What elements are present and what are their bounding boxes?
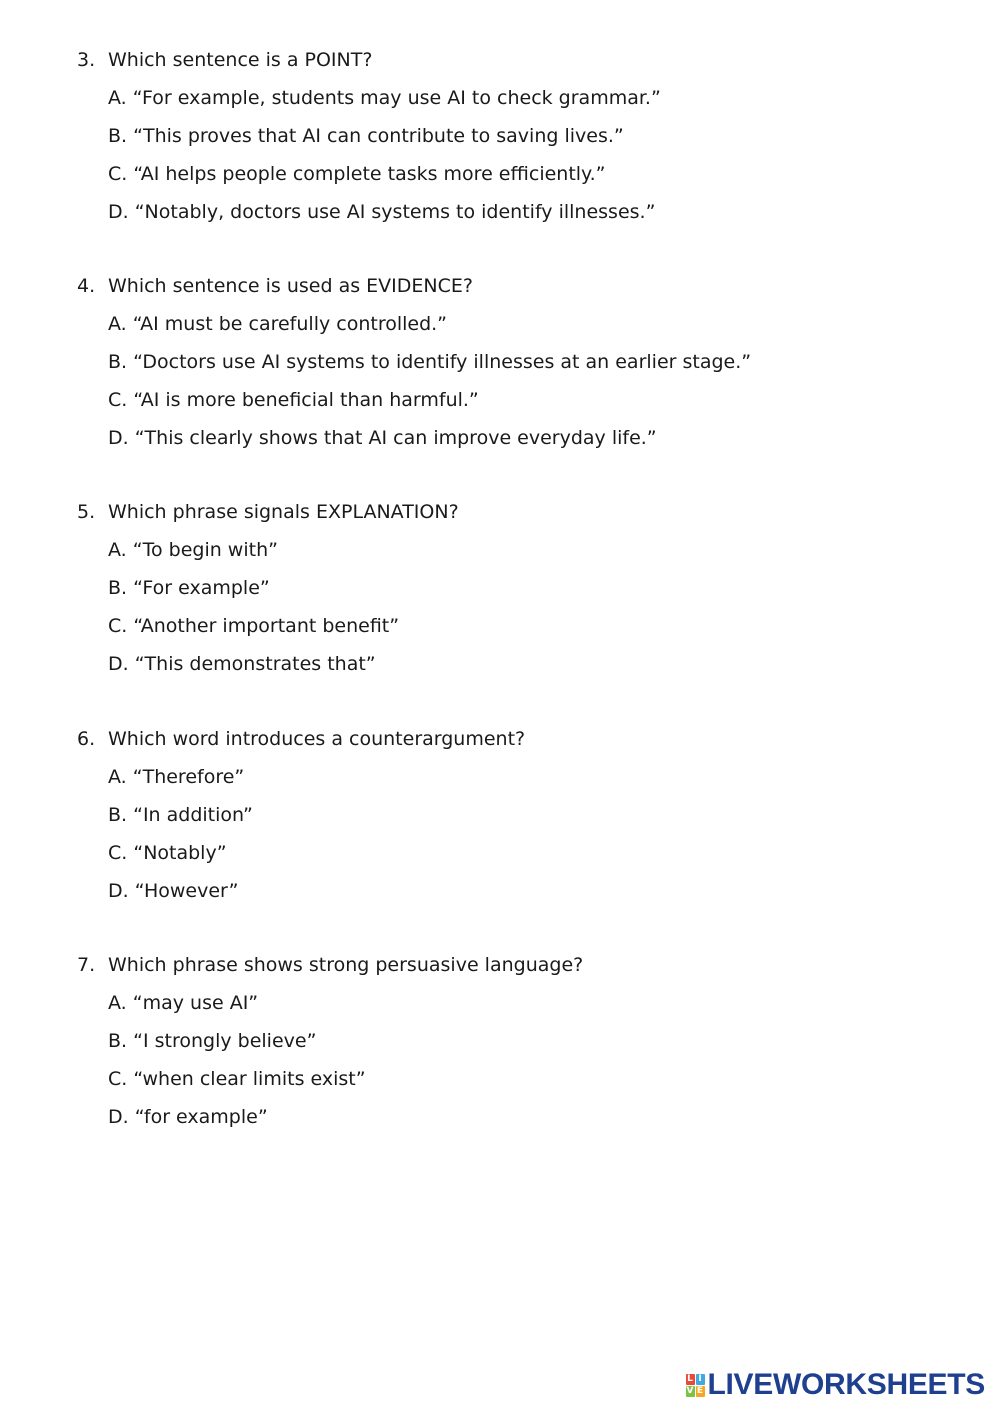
logo-mark-icon — [686, 1374, 705, 1397]
question-4 — [77, 274, 977, 450]
question-5 — [77, 500, 977, 676]
option-a[interactable]: A. “may use AI” — [108, 992, 259, 1014]
option-b[interactable]: B. “For example” — [108, 577, 270, 599]
question-number: 6. — [77, 728, 96, 750]
liveworksheets-logo — [686, 1368, 986, 1402]
option-b[interactable]: B. “I strongly believe” — [108, 1030, 317, 1052]
option-d[interactable]: D. “However” — [108, 880, 239, 902]
question-text: Which phrase signals EXPLANATION? — [108, 501, 459, 523]
option-b[interactable]: B. “This proves that AI can contribute to saving lives.” — [108, 125, 624, 147]
option-b[interactable]: B. “In addition” — [108, 804, 253, 826]
option-c[interactable]: C. “Another important benefit” — [108, 615, 400, 637]
question-stem — [77, 953, 977, 977]
logo-mark-i: I — [696, 1374, 705, 1385]
option-c[interactable]: C. “when clear limits exist” — [108, 1068, 366, 1090]
logo-mark-v: V — [686, 1385, 694, 1396]
option-d[interactable]: D. “This clearly shows that AI can improve everyday life.” — [108, 427, 657, 449]
question-text: Which phrase shows strong persuasive language? — [108, 954, 584, 976]
question-text: Which sentence is a POINT? — [108, 49, 373, 71]
question-stem — [77, 48, 977, 72]
logo-mark-e: E — [696, 1385, 704, 1396]
logo-text: LIVEWORKSHEETS — [707, 1368, 985, 1401]
option-c[interactable]: C. “AI helps people complete tasks more efficiently.” — [108, 163, 606, 185]
logo-mark-l: L — [687, 1373, 693, 1384]
question-text: Which word introduces a counterargument? — [108, 728, 526, 750]
question-3 — [77, 48, 977, 224]
option-b[interactable]: B. “Doctors use AI systems to identify illnesses at an earlier stage.” — [108, 351, 752, 373]
question-stem — [77, 727, 977, 751]
question-number: 5. — [77, 501, 96, 523]
option-c[interactable]: C. “AI is more beneficial than harmful.” — [108, 389, 479, 411]
question-number: 3. — [77, 49, 96, 71]
question-text: Which sentence is used as EVIDENCE? — [108, 275, 473, 297]
option-d[interactable]: D. “for example” — [108, 1106, 268, 1128]
option-c[interactable]: C. “Notably” — [108, 842, 227, 864]
question-number: 4. — [77, 275, 96, 297]
question-7 — [77, 953, 977, 1129]
question-number: 7. — [77, 954, 96, 976]
question-stem — [77, 500, 977, 524]
option-a[interactable]: A. “For example, students may use AI to check grammar.” — [108, 87, 661, 109]
question-6 — [77, 727, 977, 903]
option-d[interactable]: D. “Notably, doctors use AI systems to identify illnesses.” — [108, 201, 656, 223]
option-a[interactable]: A. “AI must be carefully controlled.” — [108, 313, 448, 335]
option-d[interactable]: D. “This demonstrates that” — [108, 653, 376, 675]
option-a[interactable]: A. “To begin with” — [108, 539, 278, 561]
question-stem — [77, 274, 977, 298]
option-a[interactable]: A. “Therefore” — [108, 766, 245, 788]
